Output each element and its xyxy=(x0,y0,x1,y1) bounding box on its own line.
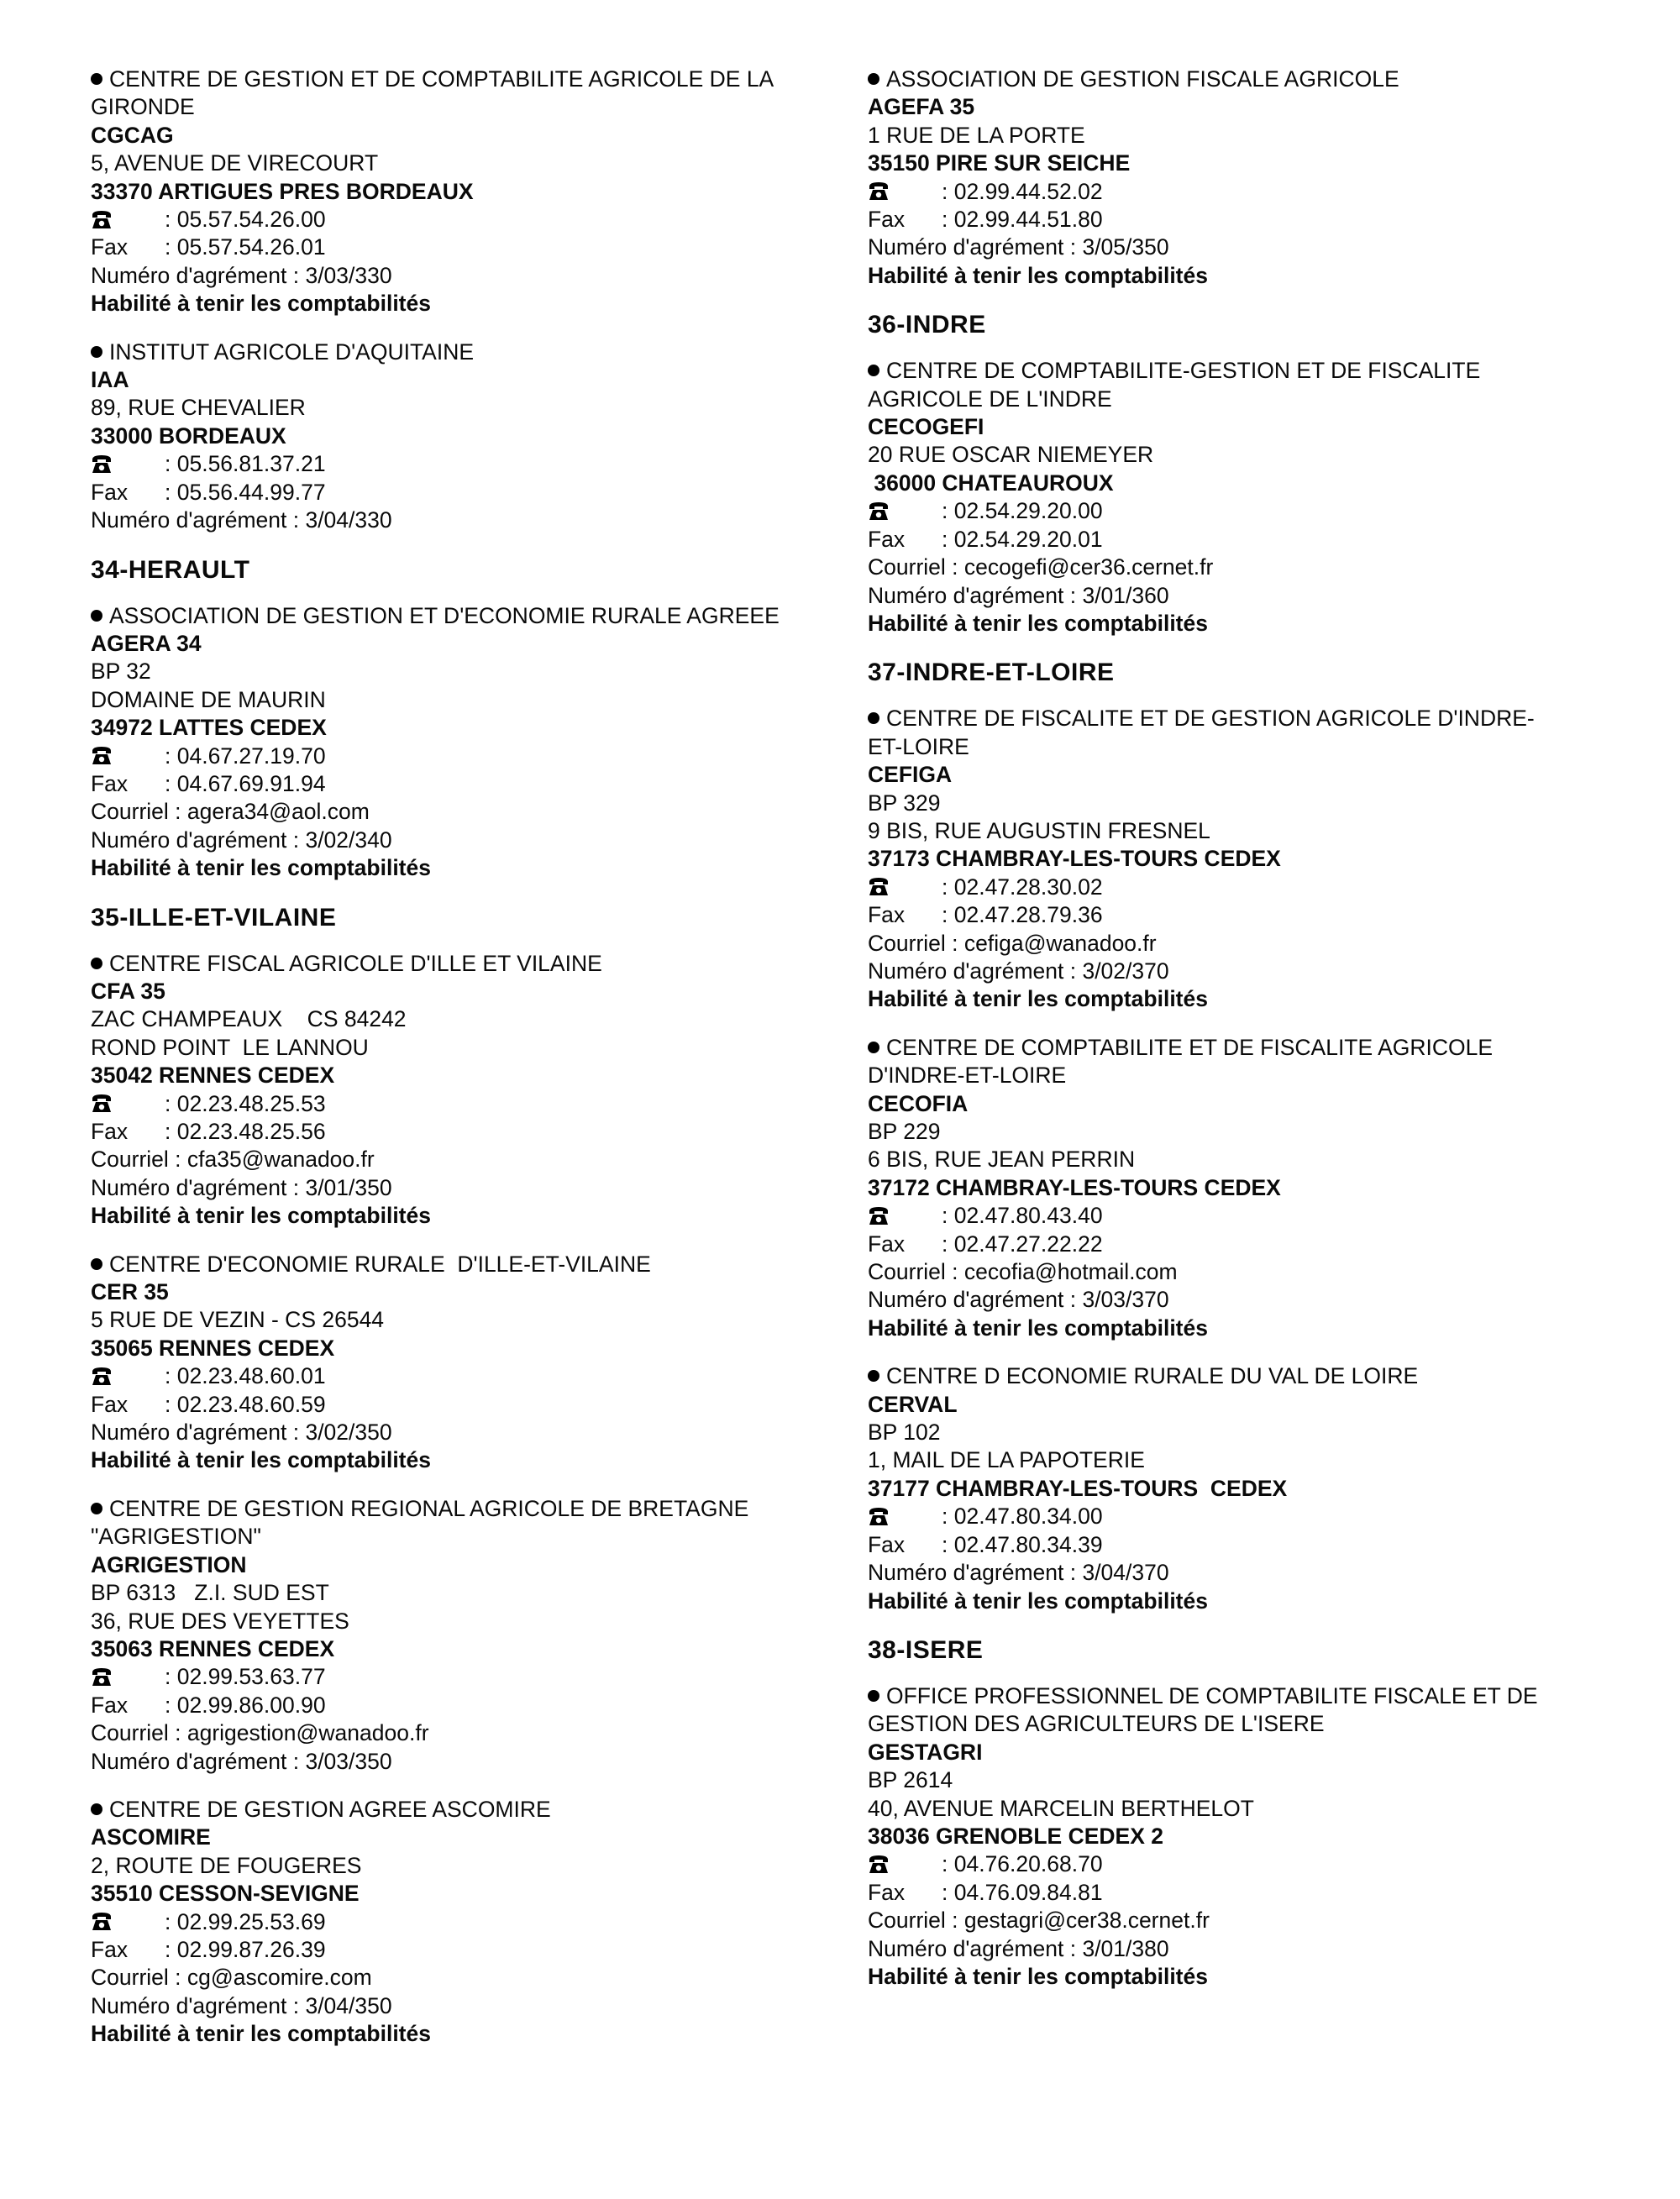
agrement-number: Numéro d'agrément : 3/03/370 xyxy=(868,1287,1169,1313)
habilitation-note: Habilité à tenir les comptabilités xyxy=(91,2021,431,2047)
agrement-number: Numéro d'agrément : 3/03/330 xyxy=(91,262,392,288)
telephone-icon xyxy=(868,1204,942,1228)
agrement-number: Numéro d'agrément : 3/02/370 xyxy=(868,958,1169,984)
organization-name: ASSOCIATION DE GESTION FISCALE AGRICOLE xyxy=(886,66,1399,92)
fax-number: : 02.54.29.20.01 xyxy=(942,526,1103,552)
organization-name-line xyxy=(91,66,847,93)
organization-acronym: ASCOMIRE xyxy=(91,1824,211,1850)
bullet-icon xyxy=(868,73,879,85)
fax-line xyxy=(91,1118,847,1146)
habilitation-note: Habilité à tenir les comptabilités xyxy=(868,1588,1208,1614)
habilitation-note: Habilité à tenir les comptabilités xyxy=(868,1963,1208,1989)
telephone-icon xyxy=(91,1910,165,1934)
habilitation-note: Habilité à tenir les comptabilités xyxy=(91,291,431,317)
phone-line xyxy=(868,1503,1624,1530)
fax-label: Fax xyxy=(91,1936,129,1962)
phone-number: : 02.99.25.53.69 xyxy=(165,1908,326,1934)
organization-name-line xyxy=(91,602,847,630)
organization-name-line xyxy=(868,357,1624,385)
fax-number: : 02.99.87.26.39 xyxy=(165,1936,326,1962)
postal-city: 35042 RENNES CEDEX xyxy=(91,1063,335,1089)
organization-entry xyxy=(868,1682,1624,1991)
agrement-number: Numéro d'agrément : 3/04/370 xyxy=(868,1560,1169,1586)
telephone-icon xyxy=(868,500,942,523)
email-line: Courriel : cefiga@wanadoo.fr xyxy=(868,930,1157,956)
fax-label: Fax xyxy=(868,1231,906,1257)
postal-city: 36000 CHATEAUROUX xyxy=(868,470,1114,496)
organization-entry xyxy=(868,1034,1624,1342)
fax-line xyxy=(868,1879,1624,1907)
habilitation-note: Habilité à tenir les comptabilités xyxy=(868,986,1208,1012)
fax-number: : 02.47.27.22.22 xyxy=(942,1231,1103,1257)
organization-name: CENTRE DE GESTION ET DE COMPTABILITE AGRICOLE DE LA xyxy=(109,66,774,92)
phone-number: : 02.99.53.63.77 xyxy=(165,1664,326,1690)
agrement-number: Numéro d'agrément : 3/01/360 xyxy=(868,582,1169,608)
address-line: 6 BIS, RUE JEAN PERRIN xyxy=(868,1147,1136,1173)
fax-number: : 04.76.09.84.81 xyxy=(942,1879,1103,1905)
organization-name-line xyxy=(91,339,847,366)
phone-number: : 02.47.28.30.02 xyxy=(942,874,1103,900)
organization-name: OFFICE PROFESSIONNEL DE COMPTABILITE FISCALE ET DE xyxy=(886,1682,1538,1708)
address-line: BP 329 xyxy=(868,790,941,816)
telephone-icon xyxy=(868,875,942,899)
address-line: 20 RUE OSCAR NIEMEYER xyxy=(868,442,1154,468)
organization-name-line xyxy=(868,386,1624,413)
habilitation-note: Habilité à tenir les comptabilités xyxy=(91,1447,431,1473)
organization-name: GIRONDE xyxy=(91,94,195,120)
telephone-icon xyxy=(91,1666,165,1689)
postal-city: 35065 RENNES CEDEX xyxy=(91,1335,335,1361)
postal-city: 37173 CHAMBRAY-LES-TOURS CEDEX xyxy=(868,846,1281,872)
habilitation-note: Habilité à tenir les comptabilités xyxy=(868,1315,1208,1341)
organization-acronym: CFA 35 xyxy=(91,978,165,1004)
postal-city: 35063 RENNES CEDEX xyxy=(91,1635,335,1661)
phone-line xyxy=(91,206,847,234)
organization-acronym: IAA xyxy=(91,367,129,393)
fax-label: Fax xyxy=(868,1879,906,1905)
phone-line xyxy=(91,1908,847,1936)
fax-label: Fax xyxy=(868,207,906,233)
phone-line xyxy=(868,1850,1624,1878)
organization-entry xyxy=(91,602,847,883)
organization-name: ET-LOIRE xyxy=(868,733,969,759)
agrement-number: Numéro d'agrément : 3/02/340 xyxy=(91,827,392,853)
fax-number: : 02.23.48.60.59 xyxy=(165,1391,326,1417)
organization-acronym: AGEFA 35 xyxy=(868,94,975,120)
fax-number: : 04.67.69.91.94 xyxy=(165,770,326,796)
organization-entry xyxy=(91,950,847,1231)
agrement-number: Numéro d'agrément : 3/01/380 xyxy=(868,1935,1169,1961)
organization-name: CENTRE DE COMPTABILITE ET DE FISCALITE AGRICOLE xyxy=(886,1034,1494,1060)
fax-number: : 02.99.86.00.90 xyxy=(165,1692,326,1718)
department-heading: 36-INDRE xyxy=(868,311,986,339)
phone-number: : 05.57.54.26.00 xyxy=(165,207,326,233)
agrement-number: Numéro d'agrément : 3/02/350 xyxy=(91,1420,392,1446)
telephone-icon xyxy=(868,1853,942,1876)
telephone-icon xyxy=(91,1092,165,1115)
address-line: ZAC CHAMPEAUX CS 84242 xyxy=(91,1006,407,1032)
organization-name: CENTRE DE GESTION AGREE ASCOMIRE xyxy=(109,1796,551,1822)
address-line: BP 32 xyxy=(91,659,151,685)
habilitation-note: Habilité à tenir les comptabilités xyxy=(91,1203,431,1229)
agrement-number: Numéro d'agrément : 3/01/350 xyxy=(91,1174,392,1200)
organization-name-line xyxy=(91,1796,847,1824)
phone-line xyxy=(91,743,847,770)
organization-acronym: CECOFIA xyxy=(868,1090,969,1116)
postal-city: 33370 ARTIGUES PRES BORDEAUX xyxy=(91,178,474,204)
address-line: 2, ROUTE DE FOUGERES xyxy=(91,1852,362,1878)
address-line: 36, RUE DES VEYETTES xyxy=(91,1608,349,1634)
fax-line xyxy=(91,770,847,798)
phone-line xyxy=(91,450,847,478)
organization-name-line xyxy=(91,950,847,978)
organization-name-line xyxy=(868,733,1624,761)
fax-label: Fax xyxy=(868,902,906,928)
organization-name: ASSOCIATION DE GESTION ET D'ECONOMIE RURALE AGREEE xyxy=(109,602,780,628)
email-line: Courriel : cg@ascomire.com xyxy=(91,1965,372,1991)
organization-name-line xyxy=(91,1251,847,1278)
fax-label: Fax xyxy=(91,234,129,260)
phone-line xyxy=(868,178,1624,206)
fax-label: Fax xyxy=(91,1391,129,1417)
organization-entry xyxy=(91,1796,847,2049)
phone-line xyxy=(868,1202,1624,1230)
fax-label: Fax xyxy=(91,1692,129,1718)
fax-line xyxy=(868,526,1624,554)
department-heading: 37-INDRE-ET-LOIRE xyxy=(868,659,1115,687)
organization-name: GESTION DES AGRICULTEURS DE L'ISERE xyxy=(868,1711,1325,1737)
address-line: ROND POINT LE LANNOU xyxy=(91,1034,369,1060)
postal-city: 33000 BORDEAUX xyxy=(91,422,286,449)
address-line: BP 6313 Z.I. SUD EST xyxy=(91,1580,329,1606)
left-column xyxy=(91,66,847,2069)
address-line: 1, MAIL DE LA PAPOTERIE xyxy=(868,1447,1145,1473)
habilitation-note: Habilité à tenir les comptabilités xyxy=(91,855,431,881)
agrement-number: Numéro d'agrément : 3/04/330 xyxy=(91,507,392,533)
phone-line xyxy=(868,874,1624,901)
habilitation-note: Habilité à tenir les comptabilités xyxy=(868,262,1208,288)
fax-number: : 02.23.48.25.56 xyxy=(165,1119,326,1144)
telephone-icon xyxy=(91,453,165,476)
organization-name: CENTRE DE COMPTABILITE-GESTION ET DE FISCALITE xyxy=(886,358,1481,384)
phone-number: : 04.67.27.19.70 xyxy=(165,743,326,769)
fax-label: Fax xyxy=(91,1119,129,1144)
fax-label: Fax xyxy=(91,479,129,505)
fax-line xyxy=(868,1231,1624,1258)
postal-city: 35510 CESSON-SEVIGNE xyxy=(91,1881,360,1907)
organization-name-line xyxy=(91,93,847,121)
organization-entry xyxy=(91,1495,847,1776)
postal-city: 35150 PIRE SUR SEICHE xyxy=(868,150,1131,176)
email-line: Courriel : cfa35@wanadoo.fr xyxy=(91,1147,375,1173)
organization-acronym: GESTAGRI xyxy=(868,1739,983,1765)
telephone-icon xyxy=(91,1365,165,1388)
bullet-icon xyxy=(91,958,102,969)
organization-entry xyxy=(91,1251,847,1475)
organization-name-line xyxy=(868,1362,1624,1390)
fax-number: : 02.47.80.34.39 xyxy=(942,1531,1103,1557)
organization-acronym: CERVAL xyxy=(868,1391,958,1417)
phone-line xyxy=(868,497,1624,525)
organization-name: CENTRE FISCAL AGRICOLE D'ILLE ET VILAINE xyxy=(109,950,602,976)
phone-number: : 02.23.48.60.01 xyxy=(165,1363,326,1389)
fax-line xyxy=(91,1936,847,1964)
address-line: BP 229 xyxy=(868,1119,941,1144)
address-line: BP 2614 xyxy=(868,1767,953,1793)
bullet-icon xyxy=(868,365,879,376)
organization-acronym: AGERA 34 xyxy=(91,630,202,656)
fax-line xyxy=(91,1391,847,1419)
fax-number: : 05.57.54.26.01 xyxy=(165,234,326,260)
organization-name-line xyxy=(868,705,1624,732)
phone-number: : 02.54.29.20.00 xyxy=(942,498,1103,524)
organization-name-line xyxy=(868,1710,1624,1738)
postal-city: 38036 GRENOBLE CEDEX 2 xyxy=(868,1823,1163,1849)
organization-entry xyxy=(868,357,1624,638)
email-line: Courriel : agrigestion@wanadoo.fr xyxy=(91,1720,429,1746)
address-line: 40, AVENUE MARCELIN BERTHELOT xyxy=(868,1795,1254,1821)
organization-acronym: CEFIGA xyxy=(868,762,953,788)
address-line: 9 BIS, RUE AUGUSTIN FRESNEL xyxy=(868,817,1210,843)
postal-city: 34972 LATTES CEDEX xyxy=(91,715,327,741)
organization-name-line xyxy=(868,66,1624,93)
address-line: BP 102 xyxy=(868,1420,941,1446)
telephone-icon xyxy=(91,744,165,768)
fax-label: Fax xyxy=(91,770,129,796)
bullet-icon xyxy=(91,1803,102,1815)
organization-name: AGRICOLE DE L'INDRE xyxy=(868,386,1112,412)
bullet-icon xyxy=(91,346,102,358)
fax-number: : 02.99.44.51.80 xyxy=(942,207,1103,233)
fax-line xyxy=(868,901,1624,929)
fax-label: Fax xyxy=(868,526,906,552)
phone-number: : 04.76.20.68.70 xyxy=(942,1851,1103,1877)
organization-name: CENTRE D ECONOMIE RURALE DU VAL DE LOIRE xyxy=(886,1363,1419,1389)
organization-name-line xyxy=(868,1062,1624,1089)
right-column xyxy=(868,66,1624,2011)
phone-number: : 02.47.80.43.40 xyxy=(942,1203,1103,1229)
organization-name: CENTRE DE GESTION REGIONAL AGRICOLE DE BRETAGNE xyxy=(109,1495,749,1521)
email-line: Courriel : cecofia@hotmail.com xyxy=(868,1259,1178,1285)
department-heading: 34-HERAULT xyxy=(91,555,250,584)
telephone-icon xyxy=(91,208,165,232)
agrement-number: Numéro d'agrément : 3/05/350 xyxy=(868,234,1169,260)
phone-line xyxy=(91,1362,847,1390)
fax-line xyxy=(91,479,847,506)
address-line: 89, RUE CHEVALIER xyxy=(91,395,306,421)
phone-number: : 05.56.81.37.21 xyxy=(165,451,326,477)
bullet-icon xyxy=(868,712,879,724)
organization-name-line xyxy=(91,1523,847,1551)
organization-name-line xyxy=(868,1682,1624,1710)
organization-name: D'INDRE-ET-LOIRE xyxy=(868,1063,1067,1089)
organization-name: CENTRE D'ECONOMIE RURALE D'ILLE-ET-VILAINE xyxy=(109,1251,651,1277)
bullet-icon xyxy=(91,610,102,622)
fax-line xyxy=(868,1531,1624,1559)
habilitation-note: Habilité à tenir les comptabilités xyxy=(868,610,1208,636)
fax-line xyxy=(91,1692,847,1719)
organization-name: INSTITUT AGRICOLE D'AQUITAINE xyxy=(109,339,475,365)
organization-acronym: CGCAG xyxy=(91,122,174,148)
email-line: Courriel : gestagri@cer38.cernet.fr xyxy=(868,1908,1210,1934)
agrement-number: Numéro d'agrément : 3/04/350 xyxy=(91,1992,392,2018)
address-line: 5, AVENUE DE VIRECOURT xyxy=(91,150,379,176)
bullet-icon xyxy=(91,1258,102,1270)
organization-entry xyxy=(868,66,1624,290)
address-line: 1 RUE DE LA PORTE xyxy=(868,122,1085,148)
organization-name-line xyxy=(868,1034,1624,1062)
fax-line xyxy=(868,206,1624,234)
phone-number: : 02.47.80.34.00 xyxy=(942,1504,1103,1530)
fax-number: : 05.56.44.99.77 xyxy=(165,479,326,505)
organization-entry xyxy=(868,1362,1624,1615)
department-heading: 38-ISERE xyxy=(868,1635,984,1664)
organization-acronym: AGRIGESTION xyxy=(91,1551,247,1577)
fax-label: Fax xyxy=(868,1531,906,1557)
phone-line xyxy=(91,1090,847,1118)
address-line: DOMAINE DE MAURIN xyxy=(91,686,326,712)
bullet-icon xyxy=(91,1503,102,1514)
postal-city: 37177 CHAMBRAY-LES-TOURS CEDEX xyxy=(868,1475,1288,1501)
bullet-icon xyxy=(868,1370,879,1382)
department-heading: 35-ILLE-ET-VILAINE xyxy=(91,903,337,932)
organization-acronym: CER 35 xyxy=(91,1279,169,1305)
bullet-icon xyxy=(868,1042,879,1053)
phone-number: : 02.99.44.52.02 xyxy=(942,178,1103,204)
fax-number: : 02.47.28.79.36 xyxy=(942,902,1103,928)
postal-city: 37172 CHAMBRAY-LES-TOURS CEDEX xyxy=(868,1174,1281,1200)
email-line: Courriel : cecogefi@cer36.cernet.fr xyxy=(868,554,1214,580)
fax-line xyxy=(91,234,847,261)
organization-name: "AGRIGESTION" xyxy=(91,1524,261,1550)
organization-name: CENTRE DE FISCALITE ET DE GESTION AGRICOLE D'INDRE- xyxy=(886,706,1535,732)
organization-entry xyxy=(868,705,1624,1013)
telephone-icon xyxy=(868,180,942,203)
organization-entry xyxy=(91,339,847,535)
agrement-number: Numéro d'agrément : 3/03/350 xyxy=(91,1748,392,1774)
bullet-icon xyxy=(868,1690,879,1702)
phone-line xyxy=(91,1663,847,1691)
organization-acronym: CECOGEFI xyxy=(868,414,984,440)
address-line: 5 RUE DE VEZIN - CS 26544 xyxy=(91,1307,385,1333)
organization-name-line xyxy=(91,1495,847,1523)
bullet-icon xyxy=(91,73,102,85)
organization-entry xyxy=(91,66,847,318)
email-line: Courriel : agera34@aol.com xyxy=(91,799,370,825)
phone-number: : 02.23.48.25.53 xyxy=(165,1090,326,1116)
telephone-icon xyxy=(868,1505,942,1529)
